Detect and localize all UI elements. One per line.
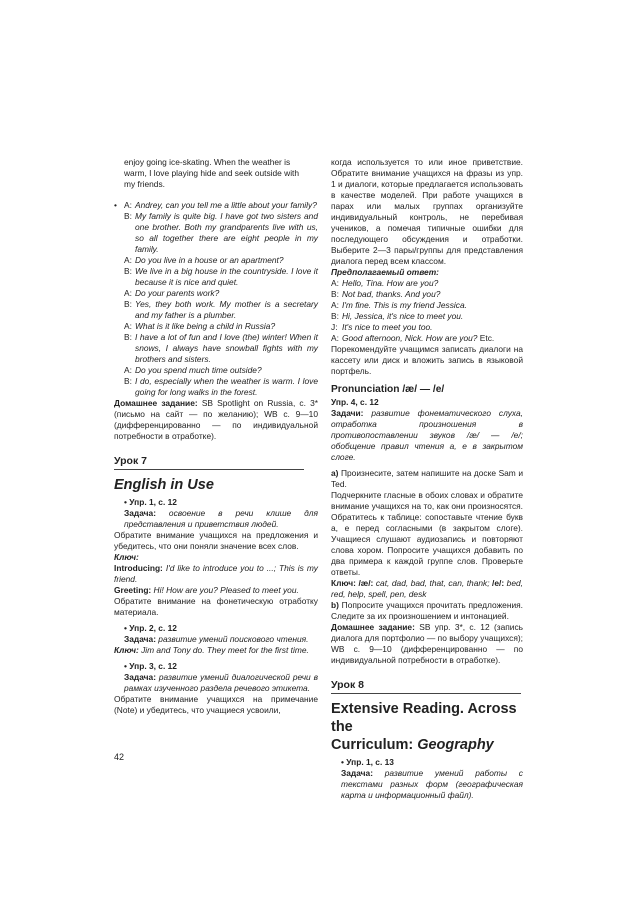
key-text: cat, dad, bad, that, can, thank; [373, 578, 490, 588]
text-line: warm, I love playing hide and seek outside with [124, 168, 300, 178]
homework-text: SB упр. 3*, с. 12 (запись диалога для портфолио — по выбору учащихся); WB с. 9—10 (дифференцированно — по индивидуальной потребности в отработке). [331, 622, 524, 665]
speaker: B: [124, 266, 132, 276]
key-paragraph [114, 563, 318, 585]
dialog-line [331, 322, 523, 333]
dialog-line [124, 376, 318, 398]
answer-label: Предполагаемый ответ: [331, 267, 439, 277]
speaker: B: [331, 289, 339, 299]
dialog-line [124, 266, 318, 288]
title-emphasis: Geography [417, 737, 494, 753]
key-text: I'd like to introduce you to ...; This is my friend. [114, 563, 318, 584]
speaker: A: [331, 278, 339, 288]
exercise-heading: • Упр. 3, с. 12 [124, 661, 177, 671]
speaker: J: [331, 322, 338, 332]
left-column [114, 157, 318, 716]
task-paragraph [114, 672, 318, 694]
key-paragraph [331, 578, 523, 600]
right-column [331, 157, 523, 801]
homework-label: Домашнее задание: [331, 622, 415, 632]
dialog-line [331, 300, 523, 311]
exercise-heading: • Упр. 1, с. 13 [341, 757, 394, 767]
dialog-line [124, 321, 318, 332]
dialog-block [114, 200, 318, 398]
key-label: Ключ: [114, 552, 139, 562]
etc-note: Etc. [477, 333, 495, 343]
dialog-text: It's nice to meet you too. [342, 322, 433, 332]
body-paragraph [331, 600, 523, 622]
text-line: my friends. [124, 179, 165, 189]
item-label: b) [331, 600, 339, 610]
exercise-heading: • Упр. 1, с. 12 [124, 497, 177, 507]
key-term: /e/: [489, 578, 505, 588]
dialog-line [331, 278, 523, 289]
dialog-line [124, 211, 318, 255]
speaker: B: [331, 311, 339, 321]
dialog-text: What is it like being a child in Russia? [135, 321, 276, 331]
item-label: a) [331, 468, 339, 478]
speaker: B: [124, 299, 132, 309]
section-title [331, 700, 523, 754]
dialog-text: I do, especially when the weather is warm. I love going for long walks in the forest. [135, 376, 318, 397]
task-label: Задача: [124, 634, 156, 644]
speaker: A: [331, 300, 339, 310]
intro-paragraph [114, 157, 318, 190]
key-term: /æ/: [355, 578, 374, 588]
dialog-line [124, 288, 318, 299]
dialog-text: Do you live in a house or an apartment? [135, 255, 284, 265]
dialog-text: My family is quite big. I have got two sisters and one brother. Both my grandparents live with us, so all together there are eight people in my family. [135, 211, 318, 254]
task-text: развитие умений диалогической речи в рамках изученного раздела речевого этикета. [124, 672, 318, 693]
exercise-heading: Упр. 4, с. 12 [331, 397, 379, 407]
key-paragraph [114, 645, 318, 656]
dialog-line [331, 289, 523, 300]
body-paragraph: Обратите внимание учащихся на примечание (Note) и убедитесь, что учащиеся усвоили, [114, 694, 318, 715]
body-paragraph: когда используется то или иное приветствие. Обратите внимание учащихся на фразы из упр. 1 и диалоги, которые предлагается использовать в качестве моделей. При работе учащихся в парах или малых группах организуйте индивидуальный контроль, не перебивая учеников, а помечая типичные ошибки для последующего обсуждения и отработки. Выберите 2—3 пары/группы для представления диалога перед всем классом. [331, 157, 523, 266]
speaker: B: [124, 211, 132, 221]
dialog-line [331, 333, 523, 344]
dialog-text: We live in a big house in the countryside. I love it because it is nice and quiet. [135, 266, 318, 287]
dialog-line [124, 255, 318, 266]
task-label: Задача: [341, 768, 373, 778]
key-text: Hi! How are you? Pleased to meet you. [151, 585, 299, 595]
section-title: English in Use [114, 477, 214, 493]
dialog-text: Andrey, can you tell me a little about your family? [135, 200, 317, 210]
title-line: Extensive Reading. Across the [331, 701, 517, 735]
key-paragraph [114, 585, 318, 596]
dialog-text: Good afternoon, Nick. How are you? [342, 333, 478, 343]
dialog-text: Hello, Tina. How are you? [342, 278, 439, 288]
speaker: B: [124, 332, 132, 342]
bullet: • [114, 200, 117, 210]
body-paragraph: Порекомендуйте учащимся записать диалоги на кассету или диск и вложить запись в языковой портфель. [331, 344, 523, 376]
key-term: Introducing: [114, 563, 163, 573]
key-text: bed, red, help, spell, pen, desk [331, 578, 523, 599]
dialog-line [331, 311, 523, 322]
dialog-text: Hi, Jessica, it's nice to meet you. [342, 311, 464, 321]
task-text: развитие фонематического слуха, отработка произношения в противопоставлении звуков /æ/ — /e/; обобщение правил чтения a, e в закрытом слоге. [331, 408, 523, 462]
speaker: A: [124, 255, 132, 265]
speaker: A: [124, 321, 132, 331]
task-label: Задачи: [331, 408, 364, 418]
dialog-text: Do your parents work? [135, 288, 220, 298]
speaker: A: [124, 288, 132, 298]
task-paragraph [114, 508, 318, 530]
section-title: Pronunciation /æ/ — /e/ [331, 384, 445, 395]
task-label: Задача: [124, 508, 156, 518]
task-text: развитие умений работы с текстами разных форм (географическая карта и информационный файл). [341, 768, 523, 800]
key-label: Ключ: [114, 645, 139, 655]
homework-paragraph [331, 622, 523, 666]
task-text: развитие умений поискового чтения. [155, 634, 309, 644]
homework-paragraph [114, 398, 318, 442]
item-text: Попросите учащихся прочитать предложения. Следите за их произношением и интонацией. [331, 600, 523, 621]
task-label: Задача: [124, 672, 156, 682]
homework-label: Домашнее задание: [114, 398, 198, 408]
key-text: Jim and Tony do. They meet for the first time. [138, 645, 309, 655]
exercise-heading: • Упр. 2, с. 12 [124, 623, 177, 633]
task-paragraph [114, 634, 318, 645]
key-term: Greeting: [114, 585, 152, 595]
dialog-text: I'm fine. This is my friend Jessica. [342, 300, 467, 310]
page-number: 42 [114, 752, 125, 762]
lesson-heading: Урок 8 [331, 678, 521, 694]
dialog-line [124, 365, 318, 376]
task-paragraph [331, 408, 523, 463]
key-label: Ключ: [331, 578, 356, 588]
dialog-text: Yes, they both work. My mother is a secretary and my father is a plumber. [135, 299, 318, 320]
lesson-heading: Урок 7 [114, 454, 304, 470]
title-line: Curriculum: [331, 737, 418, 753]
dialog-text: Not bad, thanks. And you? [342, 289, 441, 299]
dialog-text: Do you spend much time outside? [135, 365, 262, 375]
task-paragraph [331, 768, 523, 801]
dialog-line [124, 299, 318, 321]
body-paragraph: Обратите внимание на фонетическую отработку материала. [114, 596, 318, 617]
text-line: enjoy going ice-skating. When the weather is [124, 157, 291, 167]
speaker: B: [124, 376, 132, 386]
body-paragraph [331, 468, 523, 490]
speaker: A: [124, 200, 132, 210]
item-text: Произнесите, затем напишите на доске Sam и Ted. [331, 468, 523, 489]
dialog-line [124, 200, 318, 211]
body-paragraph: Обратите внимание учащихся на предложения и убедитесь, что они поняли значение всех слов. [114, 530, 318, 551]
dialog-text: I have a lot of fun and I love (the) winter! When it snows, I always have snowball fights with my brothers and sisters. [135, 332, 318, 364]
task-text: освоение в речи клише для представления и приветствия людей. [124, 508, 318, 529]
speaker: A: [124, 365, 132, 375]
speaker: A: [331, 333, 339, 343]
dialog-line [124, 332, 318, 365]
homework-text: SB Spotlight on Russia, с. 3* (письмо на сайт — по желанию); WB с. 9—10 (дифференцированно — по индивидуальной потребности в отработке). [114, 398, 318, 441]
body-paragraph: Подчеркните гласные в обоих словах и обратите внимание учащихся на то, как они произносятся. Обратитесь к таблице: сопоставьте чтение букв a, e перед согласными (в закрытом слоге). Учащиеся слушают аудиозапись и повторяют слова хором. Попросите учащихся добавить по два примера к каждой группе слов. Проверьте ответы. [331, 490, 523, 577]
